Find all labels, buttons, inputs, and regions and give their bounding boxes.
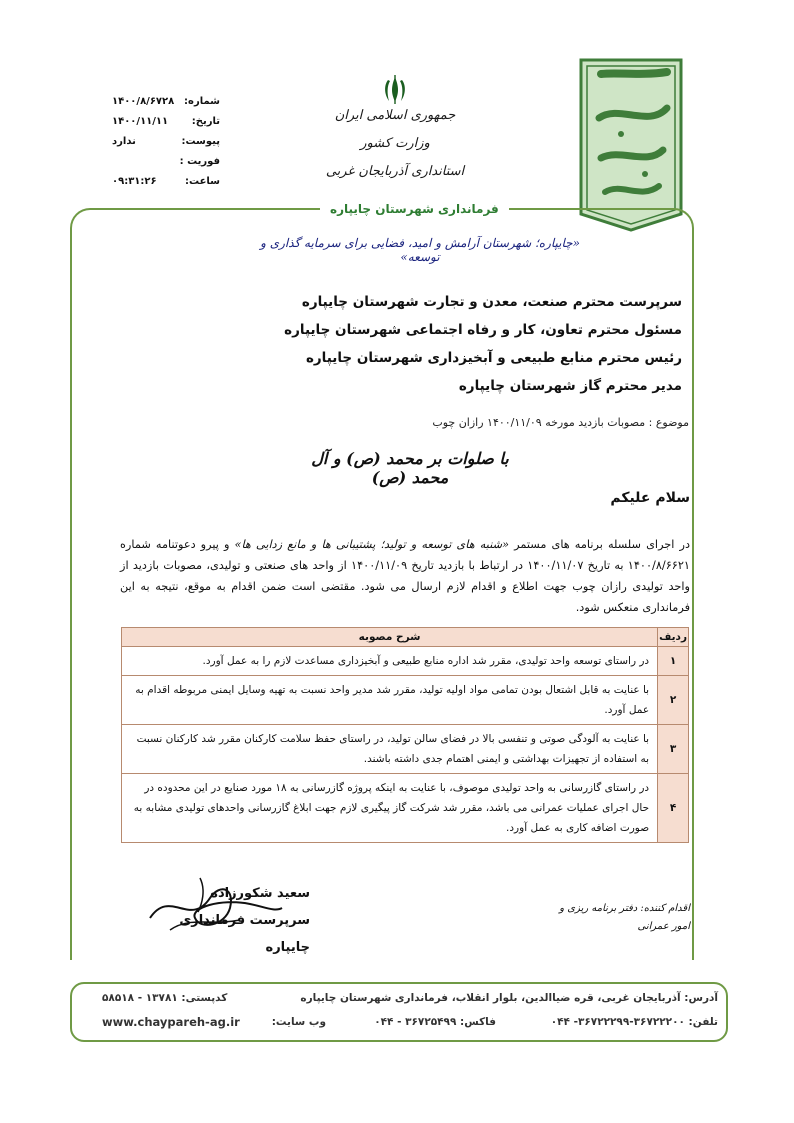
- letter-body: [120, 534, 690, 618]
- row-text: در راستای گازرسانی به واحد تولیدی موصوف، با عنایت به اینکه پروژه گازرسانی به ۱۸ مورد صنایع در این محدوده در حال اجرای عملیات عمرانی می باشد، مقرر شد شرکت گاز پیگیری لازم جهت ابلاغ گازرسانی واحدهای تولیدی مشابه به صورت اضافه کاری به عمل آورد.: [122, 774, 658, 843]
- office-title: فرمانداری شهرستان چایپاره: [320, 199, 509, 219]
- meta-number-value: ۱۴۰۰/۸/۶۷۲۸: [112, 96, 175, 107]
- table-row: [122, 774, 689, 843]
- table-row: [122, 676, 689, 725]
- meta-attachment-value: ندارد: [112, 136, 136, 147]
- letter-subject: موضوع : مصوبات بازدید مورخه ۱۴۰۰/۱۱/۰۹ رازان چوب: [432, 416, 689, 429]
- footer-phone: تلفن: ۳۶۷۲۲۲۰۰-۳۶۷۲۲۲۹۹- ۰۴۴: [550, 1016, 718, 1028]
- meta-time-row: [112, 172, 220, 192]
- action-office: اقدام کننده: دفتر برنامه ریزی و امور عمرانی: [559, 903, 690, 932]
- row-text: با عنایت به آلودگی صوتی و تنفسی بالا در فضای سالن تولید، در راستای حفظ سلامت کارکنان مقرر شد کارکنان نسبت به استفاده از تجهیزات بهداشتی و ایمنی اهتمام جدی داشته باشند.: [122, 725, 658, 774]
- footer-website-label: وب سایت:: [271, 1016, 326, 1028]
- meta-attachment-label: پیوست:: [181, 136, 220, 147]
- meta-date-row: [112, 112, 220, 132]
- greeting: سلام علیکم: [610, 490, 690, 506]
- row-number: ۲: [658, 676, 689, 725]
- footer-fax: فاکس: ۳۶۷۲۵۴۹۹ - ۰۴۴: [374, 1016, 496, 1028]
- meta-attachment-row: [112, 132, 220, 152]
- body-part-2: و پیرو دعوتنامه شماره ۱۴۰۰/۸/۶۶۲۱ به تاریخ ۱۴۰۰/۱۱/۰۷ در ارتباط با بازدید تاریخ ۱۴۰۰/۱۱/۰۹ از واحد های صنعتی و تولیدی، مصوبات بازدید از واحد تولیدی رازان چوب جهت اطلاع و اقدام لازم ارسال می شود. مقتضی است ضمن اقدام به موقع، نتیجه به این فرمانداری منعکس شود.: [120, 538, 690, 614]
- table-row: [122, 647, 689, 676]
- production-slogan-stamp: [571, 54, 691, 234]
- meta-date-label: تاریخ:: [191, 116, 220, 127]
- meta-number-label: شماره:: [184, 96, 220, 107]
- letterhead-province: استانداری آذربایجان غربی: [325, 164, 465, 179]
- row-text: با عنایت به قابل اشتعال بودن تمامی مواد اولیه تولید، مقرر شد مدیر واحد نسبت به تهیه وسایل ایمنی مربوطه اقدام به عمل آورد.: [122, 676, 658, 725]
- header-description: شرح مصوبه: [122, 628, 658, 647]
- letter-footer: [70, 982, 728, 1042]
- letterhead-ministry: وزارت کشور: [360, 136, 430, 151]
- footer-address: آدرس: آذربایجان غربی، قره ضیاالدین، بلوار انقلاب، فرمانداری شهرستان چایپاره: [300, 992, 718, 1004]
- footer-postal-code: کدپستی: ۱۳۷۸۱ - ۵۸۵۱۸: [102, 992, 228, 1004]
- row-number: ۱: [658, 647, 689, 676]
- row-number: ۳: [658, 725, 689, 774]
- resolutions-table: [121, 627, 689, 843]
- meta-date-value: ۱۴۰۰/۱۱/۱۱: [112, 116, 169, 127]
- header-row-number: ردیف: [658, 628, 689, 647]
- meta-urgency-row: [112, 152, 220, 172]
- signer-name: سعید شکورزاده: [210, 886, 310, 901]
- letterhead: [325, 108, 465, 198]
- row-number: ۴: [658, 774, 689, 843]
- recipient-item: رئیس محترم منابع طبیعی و آبخیزداری شهرستان چایپاره: [305, 350, 682, 366]
- recipient-item: مدیر محترم گاز شهرستان چایپاره: [458, 378, 682, 394]
- body-program-name: «شنبه های توسعه و تولید؛ پشتیبانی ها و مانع زدایی ها»: [234, 538, 510, 551]
- body-part-1: در اجرای سلسله برنامه های مستمر: [509, 538, 690, 551]
- signer-title: سرپرست فرمانداری چایپاره: [179, 913, 310, 955]
- table-row: [122, 725, 689, 774]
- handwritten-signature: [140, 868, 290, 940]
- city-slogan: «چایپاره؛ شهرستان آرامش و امید، فضایی برای سرمایه گذاری و توسعه»: [260, 236, 580, 264]
- meta-urgency-label: فوریت :: [179, 156, 220, 167]
- meta-number-row: [112, 92, 220, 112]
- recipient-item: سرپرست محترم صنعت، معدن و تجارت شهرستان چایپاره: [301, 294, 682, 310]
- letter-meta: [112, 92, 220, 192]
- row-text: در راستای توسعه واحد تولیدی، مقرر شد اداره منابع طبیعی و آبخیزداری مساعدت لازم را به عمل آورد.: [122, 647, 658, 676]
- meta-time-value: ۰۹:۳۱:۲۶: [112, 176, 157, 187]
- recipients: [162, 288, 682, 400]
- salavat-line: با صلوات بر محمد (ص) و آل محمد (ص): [311, 449, 509, 487]
- recipient-item: مسئول محترم تعاون، کار و رفاه اجتماعی شهرستان چایپاره: [284, 322, 682, 338]
- meta-time-label: ساعت:: [184, 176, 220, 187]
- iran-emblem-icon: [379, 74, 411, 106]
- letterhead-country: جمهوری اسلامی ایران: [334, 108, 456, 123]
- footer-website-link[interactable]: www.chaypareh-ag.ir: [102, 1015, 240, 1029]
- table-header-row: [122, 628, 689, 647]
